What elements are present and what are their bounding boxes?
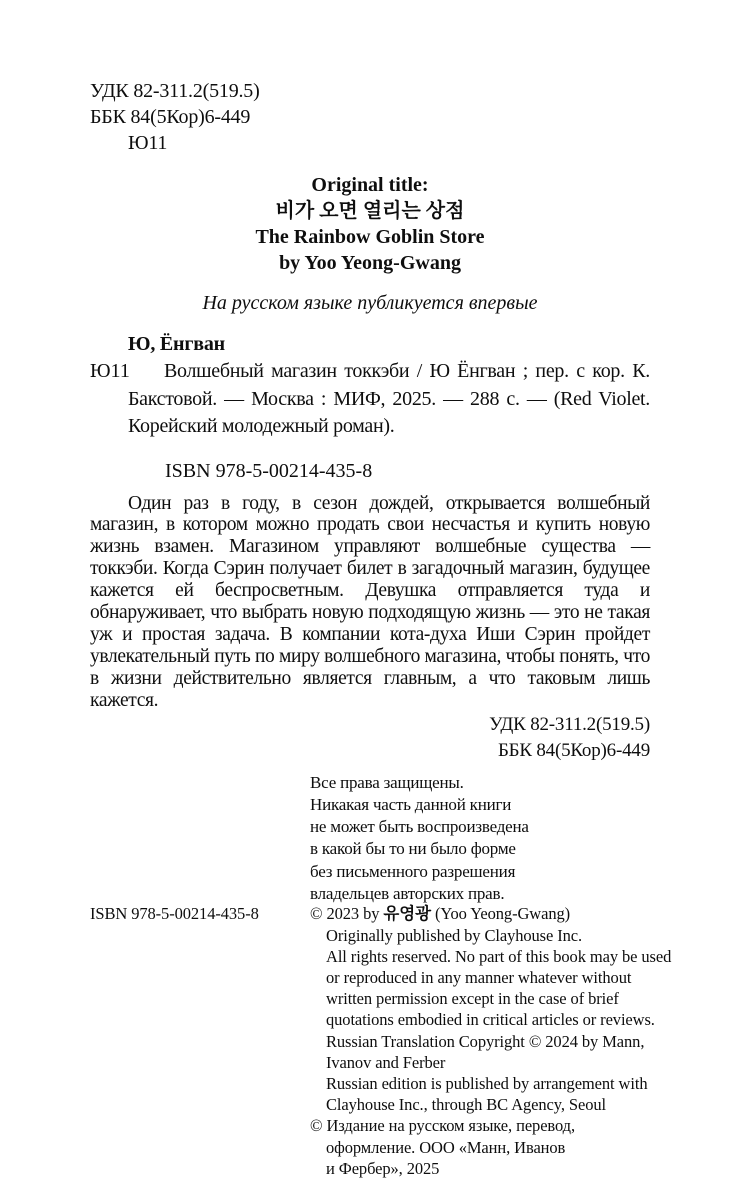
imprint-isbn: ISBN 978-5-00214-435-8 <box>90 904 259 924</box>
copyright-line: Russian Translation Copyright © 2024 by Mann, <box>326 1031 645 1051</box>
copyright-line: Originally published by Clayhouse Inc. <box>326 925 583 945</box>
copyright-prefix: © 2023 by <box>310 904 384 924</box>
catalog-description: Волшебный магазин токкэби / Ю Ёнгван ; пер. с кор. К. Бакстовой. — Москва : МИФ, 2025. — 288 с. — (Red Violet. Корейский молодежный роман). <box>128 360 650 437</box>
copyright-line: Russian edition is published by arrangement with <box>326 1073 648 1093</box>
udk-code-bottom: УДК 82-311.2(519.5) <box>489 713 650 735</box>
original-title-block <box>90 172 650 276</box>
bottom-classification-codes <box>90 712 650 764</box>
copyright-line: и Фербер», 2025 <box>326 1158 440 1178</box>
copyright-line: Ivanov and Ferber <box>326 1052 446 1072</box>
isbn-main: ISBN 978-5-00214-435-8 <box>165 459 373 482</box>
copyright-line: оформление. ООО «Манн, Иванов <box>326 1137 566 1157</box>
copyright-line-original <box>310 903 650 924</box>
rights-notice: Все права защищены. Никакая часть данной книги не может быть воспроизведена в какой бы то ни было форме без письменного разрешения владельцев авторских прав. <box>310 772 529 904</box>
catalog-author-sign: Ю11 <box>90 360 130 382</box>
catalog-author-heading: Ю, Ёнгван <box>128 333 225 355</box>
copyright-line: written permission except in the case of brief <box>326 989 619 1009</box>
imprint-section <box>90 903 672 1179</box>
copyright-line: quotations embodied in critical articles or reviews. <box>326 1010 655 1030</box>
first-publication-note: На русском языке публикуется впервые <box>202 292 538 314</box>
copyright-line: Clayhouse Inc., through BC Agency, Seoul <box>326 1095 606 1115</box>
copyright-line: or reproduced in any manner whatever without <box>326 967 632 987</box>
copyright-line-russian: © Издание на русском языке, перевод, <box>310 1116 575 1136</box>
bbk-code-bottom: ББК 84(5Кор)6-449 <box>497 739 650 761</box>
catalog-record <box>90 358 650 441</box>
copyright-column <box>310 903 672 1179</box>
bbk-code-top: ББК 84(5Кор)6-449 <box>90 106 251 128</box>
original-title-korean: 비가 오면 열리는 상점 <box>275 200 465 222</box>
copyright-line: All rights reserved. No part of this book may be used <box>326 946 672 966</box>
original-title-label: Original title: <box>311 174 429 196</box>
author-name-korean: 유영광 <box>383 904 431 924</box>
catalog-entry <box>90 331 650 441</box>
udk-code-top: УДК 82-311.2(519.5) <box>90 80 260 102</box>
original-title-author: by Yoo Yeong-Gwang <box>279 252 461 274</box>
author-sign-top: Ю11 <box>128 132 168 154</box>
original-title-english: The Rainbow Goblin Store <box>255 226 485 248</box>
copyright-suffix: (Yoo Yeong-Gwang) <box>430 904 571 924</box>
top-classification-codes <box>90 78 650 156</box>
annotation-paragraph: Один раз в году, в сезон дождей, открывается волшебный магазин, в котором можно продать свои несчастья и купить новую жизнь взамен. Магазином управляют волшебные существа — токкэби. Когда Сэрин получает билет в загадочный магазин, будущее кажется ей беспросветным. Девушка отправляется туда и обнаруживает, что выбрать новую подходящую жизнь — это не такая уж и простая задача. В компании кота-духа Иши Сэрин пройдет увлекательный путь по миру волшебного магазина, чтобы понять, что в жизни действительно является главным, а что таковым лишь кажется. <box>90 492 650 711</box>
